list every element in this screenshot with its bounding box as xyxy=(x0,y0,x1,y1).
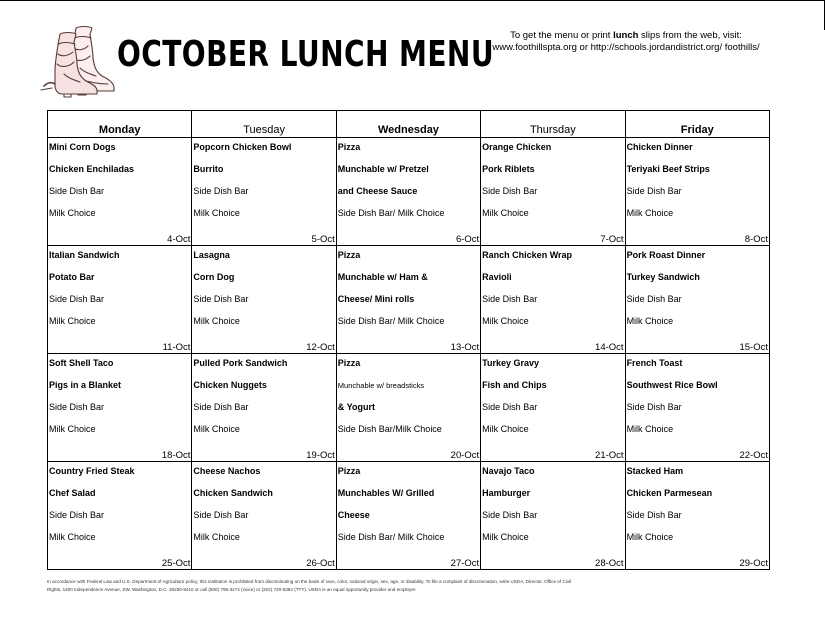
weekday-header-row xyxy=(48,111,770,138)
menu-item: Cheese/ Mini rolls xyxy=(337,294,415,304)
menu-item: Side Dish Bar xyxy=(626,186,682,196)
date-label: 19-Oct xyxy=(306,450,335,461)
day-cell xyxy=(48,354,192,462)
menu-item: Munchable w/ Pretzel xyxy=(337,164,429,174)
menu-item: Side Dish Bar/ Milk Choice xyxy=(337,316,445,326)
menu-item: Cheese xyxy=(337,510,370,520)
day-cell xyxy=(625,246,769,354)
menu-item: Chicken Dinner xyxy=(626,142,693,152)
menu-item: Side Dish Bar xyxy=(193,186,249,196)
date-label: 11-Oct xyxy=(162,342,191,353)
menu-item: Pizza xyxy=(337,466,361,476)
menu-item: Side Dish Bar xyxy=(193,294,249,304)
page-title: OCTOBER LUNCH MENU xyxy=(117,34,495,75)
menu-item: Side Dish Bar xyxy=(626,510,682,520)
date-label: 7-Oct xyxy=(600,234,624,245)
menu-item: & Yogurt xyxy=(337,402,375,412)
day-header-monday: Monday xyxy=(48,111,192,138)
menu-item: Side Dish Bar/ Milk Choice xyxy=(337,208,445,218)
menu-item: Pizza xyxy=(337,142,361,152)
date-label: 27-Oct xyxy=(450,558,480,569)
menu-item: French Toast xyxy=(626,358,683,368)
date-label: 5-Oct xyxy=(311,234,335,245)
day-cell xyxy=(481,246,625,354)
menu-item: Milk Choice xyxy=(626,316,674,326)
date-label: 21-Oct xyxy=(595,450,624,461)
date-label: 4-Oct xyxy=(167,234,191,245)
menu-item: Orange Chicken xyxy=(482,142,552,152)
menu-item: Side Dish Bar xyxy=(49,294,105,304)
day-cell xyxy=(336,462,480,570)
date-label: 14-Oct xyxy=(595,342,624,353)
date-label: 20-Oct xyxy=(450,450,480,461)
menu-item: Milk Choice xyxy=(49,208,96,218)
menu-item: Turkey Sandwich xyxy=(626,272,700,282)
menu-item: Milk Choice xyxy=(482,316,529,326)
menu-item: Munchable w/ Ham & xyxy=(337,272,428,282)
menu-item: Pork Riblets xyxy=(482,164,535,174)
menu-item: Milk Choice xyxy=(193,424,240,434)
menu-item: Milk Choice xyxy=(482,424,529,434)
day-cell xyxy=(192,138,336,246)
menu-item: Side Dish Bar xyxy=(626,294,682,304)
menu-item: Milk Choice xyxy=(193,532,240,542)
date-label: 6-Oct xyxy=(455,234,480,245)
day-cell xyxy=(336,138,480,246)
menu-item: Milk Choice xyxy=(626,424,674,434)
week-row xyxy=(48,462,770,570)
menu-item: Hamburger xyxy=(482,488,531,498)
top-rule xyxy=(0,0,825,1)
day-cell xyxy=(625,354,769,462)
menu-item: Side Dish Bar/ Milk Choice xyxy=(337,532,445,542)
menu-item: Milk Choice xyxy=(482,208,529,218)
day-header-friday: Friday xyxy=(625,111,769,138)
day-header-wednesday: Wednesday xyxy=(336,111,480,138)
day-header-tuesday: Tuesday xyxy=(192,111,336,138)
menu-item: Side Dish Bar xyxy=(482,402,538,412)
menu-item: Fish and Chips xyxy=(482,380,547,390)
menu-item: Milk Choice xyxy=(193,208,240,218)
menu-item: Chicken Enchiladas xyxy=(49,164,135,174)
menu-item: Burrito xyxy=(193,164,224,174)
date-label: 25-Oct xyxy=(161,558,191,569)
menu-item: Milk Choice xyxy=(626,532,674,542)
menu-item: Ravioli xyxy=(482,272,512,282)
day-cell xyxy=(481,138,625,246)
date-label: 13-Oct xyxy=(450,342,480,353)
day-cell xyxy=(192,462,336,570)
menu-item: Pork Roast Dinner xyxy=(626,250,706,260)
menu-item: Side Dish Bar xyxy=(482,186,538,196)
week-row xyxy=(48,354,770,462)
day-cell xyxy=(192,354,336,462)
menu-item: Lasagna xyxy=(193,250,230,260)
day-header-thursday: Thursday xyxy=(481,111,625,138)
menu-item: Cheese Nachos xyxy=(193,466,261,476)
menu-item: Popcorn Chicken Bowl xyxy=(193,142,292,152)
menu-item: Milk Choice xyxy=(482,532,529,542)
day-cell xyxy=(625,462,769,570)
day-cell xyxy=(48,462,192,570)
date-label: 28-Oct xyxy=(595,558,624,569)
menu-item: Country Fried Steak xyxy=(49,466,135,476)
menu-item: Milk Choice xyxy=(49,316,96,326)
menu-item: Navajo Taco xyxy=(482,466,535,476)
menu-item: Teriyaki Beef Strips xyxy=(626,164,710,174)
menu-item: Side Dish Bar xyxy=(49,186,105,196)
day-cell xyxy=(481,462,625,570)
date-label: 8-Oct xyxy=(744,234,768,245)
menu-item: Pulled Pork Sandwich xyxy=(193,358,288,368)
day-cell xyxy=(336,354,480,462)
web-note-post: slips from the web, visit: www.foothillspta.org or http://schools.jordandistrict.org/ foothills/ xyxy=(492,30,760,53)
menu-item: Side Dish Bar xyxy=(482,510,538,520)
nondiscrimination-footer xyxy=(47,578,772,594)
menu-item: Chicken Nuggets xyxy=(193,380,267,390)
menu-item: Side Dish Bar/Milk Choice xyxy=(337,424,442,434)
day-cell xyxy=(481,354,625,462)
date-label: 15-Oct xyxy=(739,342,768,353)
week-row xyxy=(48,246,770,354)
menu-item: Pizza xyxy=(337,250,361,260)
menu-item: Milk Choice xyxy=(49,424,96,434)
menu-item: Side Dish Bar xyxy=(482,294,538,304)
date-label: 26-Oct xyxy=(306,558,335,569)
web-note-bold: lunch xyxy=(613,30,639,41)
menu-item: Potato Bar xyxy=(49,272,95,282)
menu-item: Side Dish Bar xyxy=(626,402,682,412)
footer-line-1: In accordance with Federal Law and U.S. Department of Agriculture policy, this institution is prohibited from discriminating on the basis of race, color, national origin, sex, age, or disability. To file a complaint of discrimination, write USDA, Director, Office of Civil xyxy=(47,579,572,584)
menu-item: Corn Dog xyxy=(193,272,235,282)
menu-item: Turkey Gravy xyxy=(482,358,540,368)
date-label: 22-Oct xyxy=(739,450,768,461)
footer-line-2: Rights, 1400 Independence Avenue, SW, Washington, D.C. 20250-9410 or call (800) 795-3272 (voice) or (202) 720-6382 (TTY). USDA is an equal opportunity provider and employer. xyxy=(47,587,417,592)
menu-item: Mini Corn Dogs xyxy=(49,142,116,152)
menu-item: and Cheese Sauce xyxy=(337,186,418,196)
day-cell xyxy=(48,246,192,354)
cowboy-boots-icon xyxy=(38,24,118,98)
week-row xyxy=(48,138,770,246)
menu-item: Side Dish Bar xyxy=(193,402,249,412)
menu-item: Side Dish Bar xyxy=(49,510,105,520)
menu-item: Milk Choice xyxy=(193,316,240,326)
menu-item: Munchable w/ breadsticks xyxy=(337,381,425,390)
menu-item: Pigs in a Blanket xyxy=(49,380,122,390)
day-cell xyxy=(192,246,336,354)
menu-item: Soft Shell Taco xyxy=(49,358,114,368)
menu-item: Pizza xyxy=(337,358,361,368)
menu-item: Munchables W/ Grilled xyxy=(337,488,435,498)
menu-item: Milk Choice xyxy=(49,532,96,542)
menu-item: Stacked Ham xyxy=(626,466,684,476)
menu-item: Italian Sandwich xyxy=(49,250,120,260)
date-label: 29-Oct xyxy=(739,558,768,569)
menu-item: Side Dish Bar xyxy=(49,402,105,412)
day-cell xyxy=(625,138,769,246)
menu-item: Chicken Sandwich xyxy=(193,488,273,498)
menu-item: Chicken Parmesean xyxy=(626,488,713,498)
web-note xyxy=(492,30,760,54)
menu-item: Side Dish Bar xyxy=(193,510,249,520)
day-cell xyxy=(48,138,192,246)
date-label: 18-Oct xyxy=(161,450,191,461)
menu-item: Chef Salad xyxy=(49,488,96,498)
date-label: 12-Oct xyxy=(306,342,335,353)
calendar-body xyxy=(48,138,770,570)
web-note-pre: To get the menu or print xyxy=(510,30,614,41)
menu-item: Milk Choice xyxy=(626,208,674,218)
menu-item: Southwest Rice Bowl xyxy=(626,380,718,390)
lunch-calendar xyxy=(47,110,770,570)
menu-item: Ranch Chicken Wrap xyxy=(482,250,573,260)
day-cell xyxy=(336,246,480,354)
